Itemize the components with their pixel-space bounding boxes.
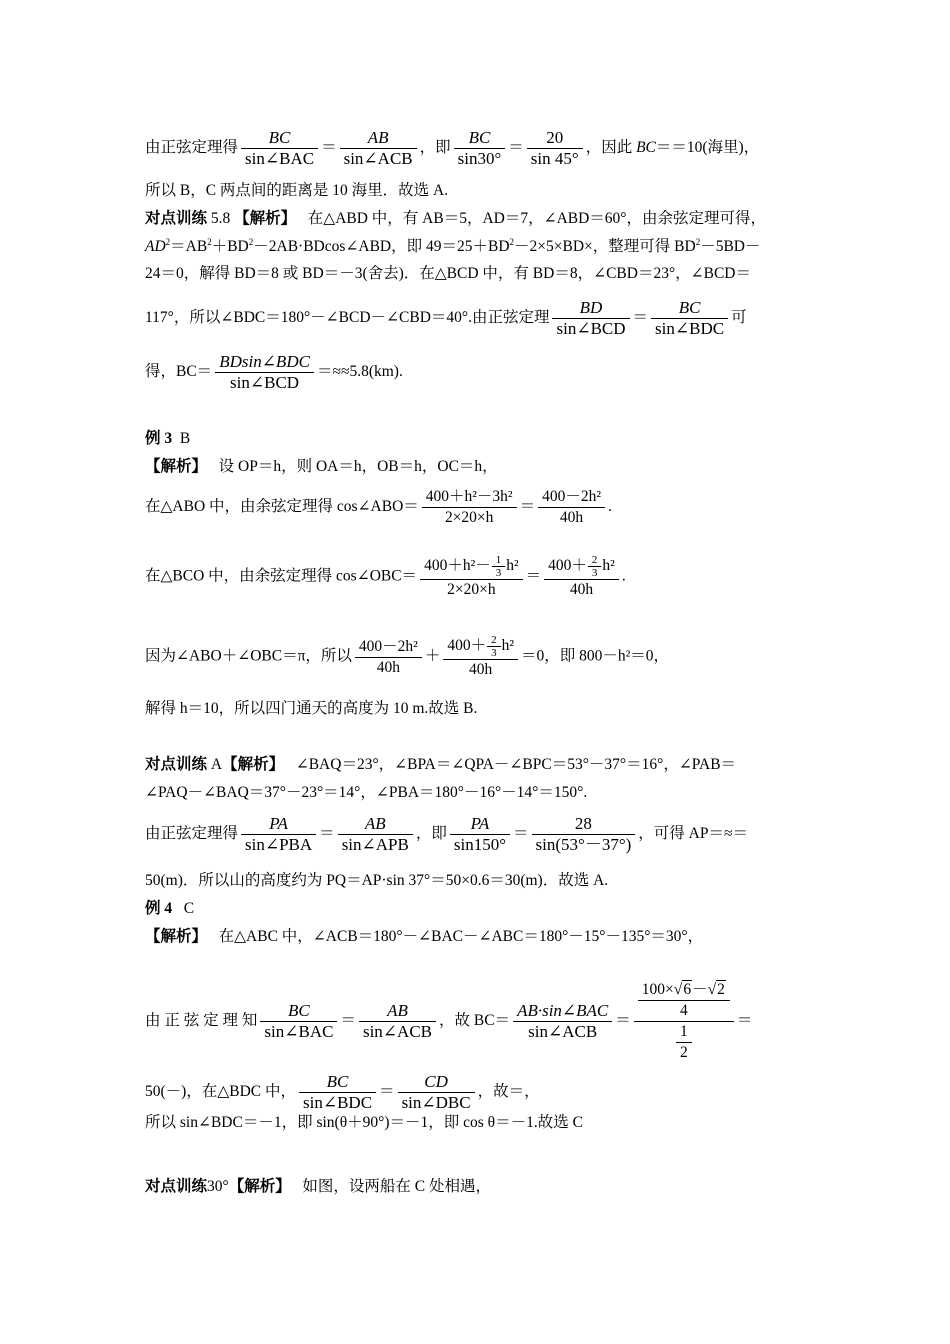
fraction: $\frac{20}{\sin 45^\circ}$ <box>527 128 583 169</box>
ex3-line-3: 在△BCO 中，由余弦定理得 cos∠OBC＝ 400＋h²－ $\frac{1}{3}$ h² 2×20×h ＝ 400＋ $\frac{2}{3}$ h² 40h . <box>145 554 626 598</box>
section-label: 例 4 <box>145 900 173 917</box>
fraction: $\frac{PA}{\sin 150^\circ}$ <box>450 814 510 855</box>
fraction: $\frac{BD}{\text{sin∠BCD}}$ <box>552 298 629 339</box>
p1-line-2: 所以 B，C 两点间的距离是 10 海里．故选 A. <box>145 182 449 199</box>
ex3-line-1: 【解析】 设 OP＝h，则 OA＝h，OB＝h，OC＝h， <box>145 458 498 475</box>
ex4-line-4: 所以 sin∠BDC＝－1，即 sin(θ＋90°)＝－1，即 cos θ＝－1.故选 C <box>145 1114 583 1131</box>
fraction: $\frac{\text{400－2h²}}{40h}$ <box>538 487 605 528</box>
t3-line-2: ∠PAQ－∠BAQ＝37°－23°＝14°，∠PBA＝180°－16°－14°＝150°. <box>145 784 588 801</box>
fraction: $\frac{BC}{\text{sin∠BDC}}$ <box>299 1072 376 1113</box>
section-label: 对点训练 <box>145 756 208 773</box>
ex4-line-3: 50(－)，在△BDC 中， $\frac{BC}{\text{sin∠BDC}}$ ＝ $\frac{CD}{\text{sin∠DBC}}$ ，故＝， <box>145 1072 540 1112</box>
t3-line-4: 50(m)．所以山的高度约为 PQ＝AP·sin 37°＝50×0.6＝30(m)．故选 A. <box>145 872 609 889</box>
section-label: 对点训练 <box>145 210 208 227</box>
fraction: 400＋ $\frac{2}{3}$ h² 40h <box>544 554 619 600</box>
t4-line-1: 对点训练30°【解析】 如图，设两船在 C 处相遇， <box>145 1178 491 1195</box>
ex3-line-4: 因为∠ABO＋∠OBC＝π，所以 $\frac{\text{400－2h²}}{40h}$ ＋ 400＋ $\frac{2}{3}$ h² 40h ＝0，即 800－h²＝0， <box>145 634 670 678</box>
ex4-heading: 例 4 C <box>145 900 195 917</box>
fraction: $\frac{BC}{\sin 30^\circ}$ <box>454 128 506 169</box>
fraction: $\frac{BC}{\text{sin∠BAC}}$ <box>241 128 318 169</box>
p1-line-1: 由正弦定理得 $\frac{BC}{\text{sin∠BAC}}$ ＝ $\frac{AB}{\text{sin∠ACB}}$ ，即 $\frac{BC}{\sin 30^\circ}$ ＝ $\frac{20}{\sin 45^\circ}$ ，因此 BC＝＝10(海里)， <box>145 128 760 168</box>
fraction: $\frac{\text{400－2h²}}{40h}$ <box>355 637 422 678</box>
fraction: $\frac{BC}{\text{sin∠BDC}}$ <box>651 298 728 339</box>
t1-line-5: 得，BC＝ $\frac{\text{BDsin∠BDC}}{\text{sin∠BCD}}$ ＝≈≈5.8(km). <box>145 352 403 392</box>
fraction: $\frac{AB}{\text{sin∠APB}}$ <box>338 814 413 855</box>
fraction: $\frac{AB}{\text{sin∠ACB}}$ <box>340 128 417 169</box>
fraction: 400＋ $\frac{2}{3}$ h² 40h <box>443 634 518 680</box>
fraction: $\frac{28}{\sin(53^\circ-37^\circ)}$ <box>532 814 636 855</box>
t1-line-4: 117°，所以∠BDC＝180°－∠BCD－∠CBD＝40°.由正弦定理 $\frac{BD}{\text{sin∠BCD}}$ ＝ $\frac{BC}{\text{sin∠BDC}}$ 可 <box>145 298 747 338</box>
t3-line-1: 对点训练 A【解析】 ∠BAQ＝23°，∠BPA＝∠QPA－∠BPC＝53°－37°＝16°，∠PAB＝ <box>145 756 737 773</box>
fraction: $\frac{\text{400＋h²－3h²}}{2\times 20\times h}$ <box>422 487 517 528</box>
t1-line-2: $AD^2=AB^2+BD^2-2AB\cdot BDcos\angle ABD$，即 $49=25+BD^2-2\times 5\times BD\times$，整理可得 $BD^2-5BD-$ <box>145 237 761 255</box>
ex3-line-5: 解得 h＝10，所以四门通天的高度为 10 m.故选 B. <box>145 700 478 717</box>
t3-line-3: 由正弦定理得 $\frac{PA}{\text{sin∠PBA}}$ ＝ $\frac{AB}{\text{sin∠APB}}$ ，即 $\frac{PA}{\sin 150^\circ}$ ＝ $\frac{28}{\sin(53^\circ-37^\circ)}$ ，可得 AP＝≈＝ <box>145 814 748 854</box>
ex4-line-2: 由 正 弦 定 理 知 $\frac{BC}{\text{sin∠BAC}}$ ＝ $\frac{AB}{\text{sin∠ACB}}$ ，故 BC＝ $\frac{\text{AB·sin∠BAC}}{\text{sin∠ACB}}$ ＝ $\frac{\frac{100\times√6-√2}{4}}{\frac{1}{2}}$ ＝ <box>145 981 753 1061</box>
t1-line-3: 24＝0，解得 BD＝8 或 BD＝－3(舍去)．在△BCD 中，有 BD＝8，∠CBD＝23°，∠BCD＝ <box>145 265 751 282</box>
ex3-heading: 例 3 B <box>145 430 191 447</box>
fraction: $\frac{CD}{\text{sin∠DBC}}$ <box>398 1072 475 1113</box>
fraction: $\frac{\text{AB·sin∠BAC}}{\text{sin∠ACB}}$ <box>513 1001 612 1042</box>
ex3-line-2: 在△ABO 中，由余弦定理得 cos∠ABO＝ $\frac{\text{400＋h²－3h²}}{2\times 20\times h}$ ＝ $\frac{\text{400－2h²}}{40h}$ . <box>145 488 612 526</box>
fraction: $\frac{AB}{\text{sin∠ACB}}$ <box>359 1001 436 1042</box>
section-label: 例 3 <box>145 430 173 447</box>
fraction: $\frac{PA}{\text{sin∠PBA}}$ <box>241 814 316 855</box>
fraction: $\frac{\text{BDsin∠BDC}}{\text{sin∠BCD}}$ <box>215 352 314 393</box>
compound-fraction: $\frac{\frac{100\times√6-√2}{4}}{\frac{1}{2}}$ <box>634 980 734 1063</box>
fraction: $\frac{BC}{\text{sin∠BAC}}$ <box>260 1001 337 1042</box>
t1-line-1: 对点训练 5.8 【解析】 在△ABD 中，有 AB＝5，AD＝7，∠ABD＝60°，由余弦定理可得， <box>145 210 767 227</box>
fraction: 400＋h²－ $\frac{1}{3}$ h² 2×20×h <box>420 554 523 600</box>
section-label: 对点训练 <box>145 1178 208 1195</box>
ex4-line-1: 【解析】 在△ABC 中，∠ACB＝180°－∠BAC－∠ABC＝180°－15°－135°＝30°， <box>145 928 704 945</box>
